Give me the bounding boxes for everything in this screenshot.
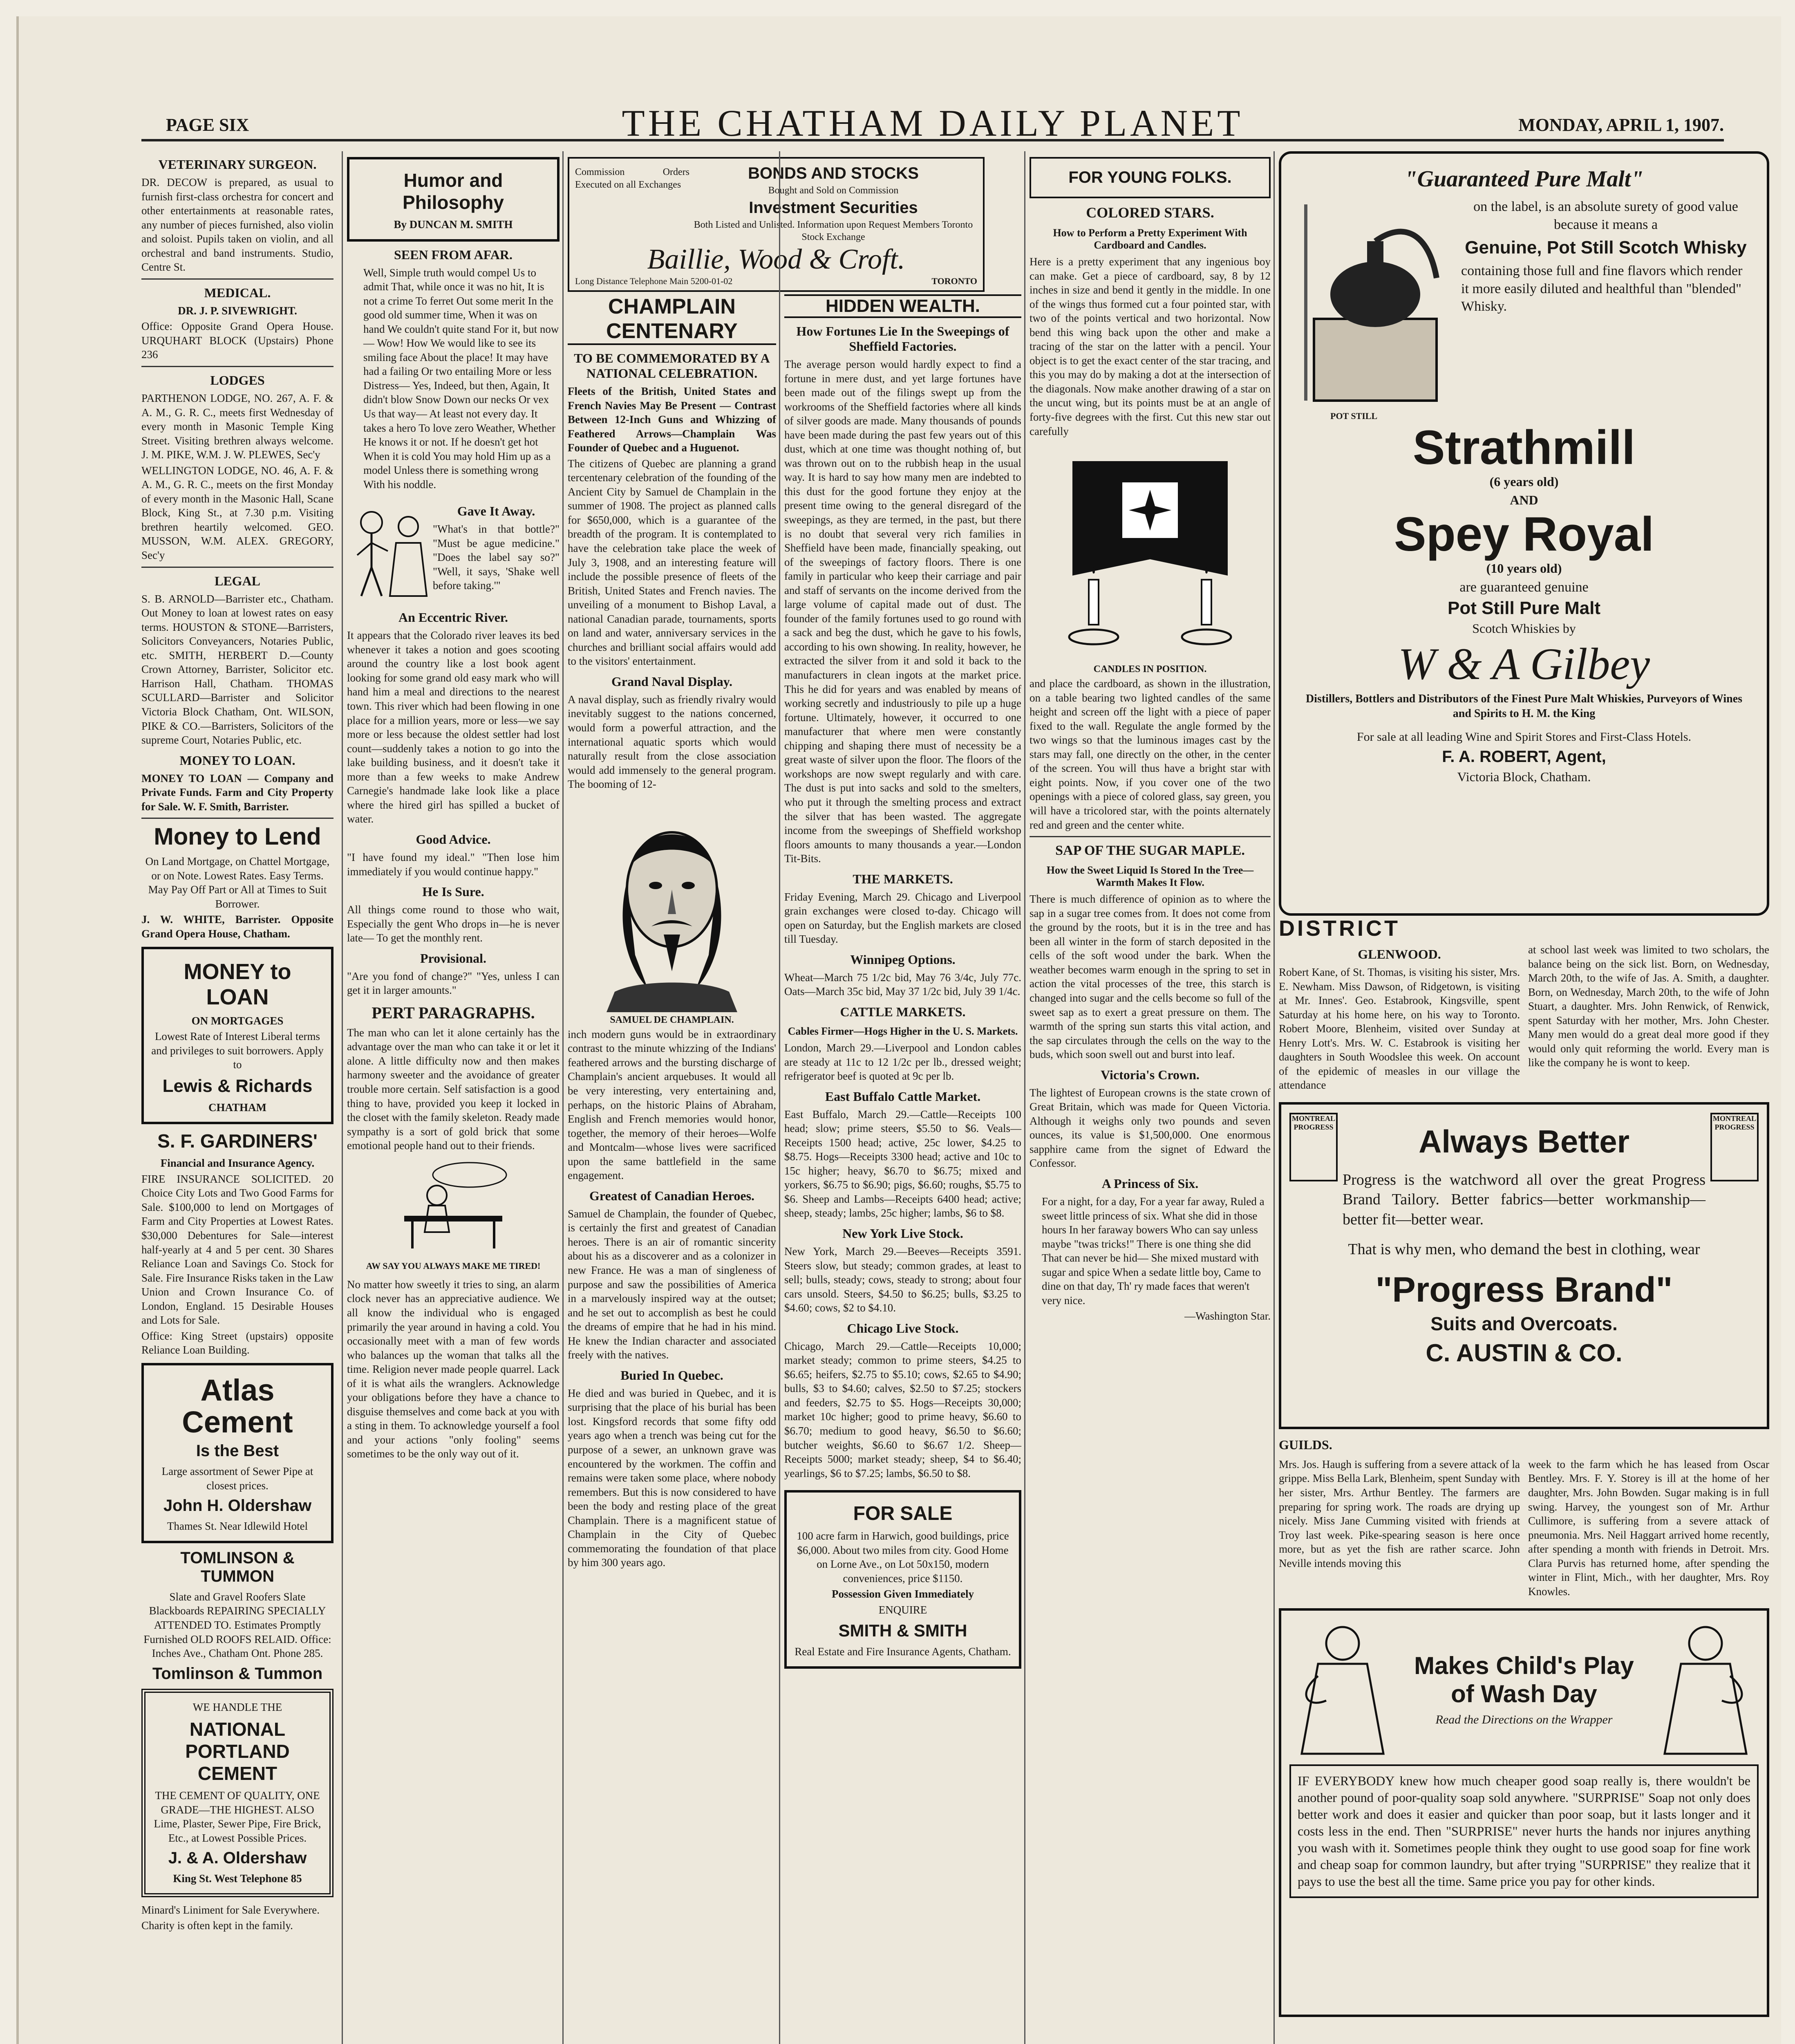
eccentric-heading: An Eccentric River.: [398, 610, 508, 625]
advice-heading: Good Advice.: [416, 831, 491, 847]
bottle-cartoon-icon: [347, 498, 429, 604]
cattle-heading: CATTLE MARKETS.: [840, 1004, 966, 1019]
champlain-body-2: inch modern guns would be in extraordinary contrast to the minute whizzing of the Indians' feathered arrows and the bursting discharge of Champlain's ancient arquebuses. It would all be very interesting, very entertaining and, perhaps, on the historic Plains of Abraham, English and French memories would honor, together, the memory of their heroes—Wolfe and Montcalm—whose lives were sacrificed upon the same battlefield in the same engagement.: [568, 1028, 776, 1182]
champlain-portrait-icon: [590, 800, 754, 1012]
legal-text: S. B. ARNOLD—Barrister etc., Chatham. Out Money to loan at lowest rates on easy terms. HOUSTON & STONE—Barristers, Solicitors Conveyancers, Notaries Public, etc. SMITH, HERBERT D.—County Crown Attorney, Barrister, Solicitor etc. Harrison Hall, Chatham. THOMAS SCULLARD—Barrister and Solicitor Victoria Block Chatham, Ont. WILSON, PIKE & CO.—Barristers, Solicitors of the supreme Court, Notaries Public, etc.: [141, 592, 333, 746]
candles-caption: CANDLES IN POSITION.: [1093, 664, 1207, 675]
naval-heading: Grand Naval Display.: [611, 674, 733, 689]
stars-text: Here is a pretty experiment that any ingenious boy can make. Get a piece of cardboard, say, 8 by 12 inches in size and bend it gently in the middle. In one of the wings thus formed cut a four pointed star, with two of the points vertical and two horizontal. Now bend this wing back upon the other and make a tracing of the star on the latter with a pencil. Your object is to get the exact center of the star tracing, and this you may do by making a dot at the intersection of the diagonals. Now make another drawing of a star on the uncut wing, but its points must be at an angle of forty-five degrees with the first. Cut this new star out carefully: [1030, 256, 1271, 437]
newspaper-page: [16, 16, 1781, 2044]
for-sale-name: SMITH & SMITH: [838, 1621, 967, 1641]
crown-heading: Victoria's Crown.: [1101, 1067, 1200, 1082]
wash-side: Read the Directions on the Wrapper: [1435, 1713, 1613, 1727]
new-york-heading: New York Live Stock.: [842, 1226, 963, 1241]
page-number: PAGE SIX: [166, 115, 249, 135]
bonds-big: Investment Securities: [749, 198, 918, 217]
pot-still-icon: [1298, 196, 1453, 409]
glenwood-heading: GLENWOOD.: [1358, 947, 1441, 961]
tomlinson-signature: Tomlinson & Tummon: [152, 1664, 323, 1683]
princess-heading: A Princess of Six.: [1101, 1176, 1199, 1191]
cartoon2-text: AW SAY YOU ALWAYS MAKE ME TIRED!: [366, 1260, 541, 1271]
agent-address: Victoria Block, Chatham.: [1457, 769, 1591, 784]
lend-text: On Land Mortgage, on Chattel Mortgage, or on Note. Lowest Rates. Easy Terms. May Pay Off Part or All at Times to Suit Borrower.: [145, 855, 330, 910]
bonds-heading: BONDS AND STOCKS: [748, 164, 919, 182]
money-text: MONEY TO LOAN — Company and Private Funds. Farm and City Property for Sale. W. F. Smith, Barrister.: [141, 772, 333, 813]
hidden-wealth-text: The average person would hardly expect to find a fortune in mere dust, and yet large fortunes have been made out of the filings swept up from the workrooms of the Sheffield factories where all kinds of silver goods are made. Many thousands of pounds have been made during the past few years out of this dust, which at one time was thought nothing of, but was thrown out on to the rubbish heap in the usual way. It is hard to say how many men are indebted to this dust for the good fortune they enjoy at the present time owing to the general disregard of the sweepings, as they are termed, in the past, but there is no doubt that several very rich families in Sheffield have been made, financially speaking, out of the sweepings of factory floors. There is one family in particular who keep their carriage and pair and staff of servants on the income derived from the large volume of capital made out of dust. The founder of the family fortunes used to go round with a sack and beg the dust, which he gave to his fowls, according to his own showing. In reality, however, he extracted the silver from it and sold it back to the manufacturers in clean ingots at the market price. This he did for years and was enabled by means of working secretly and industriously to pile up a huge fortune. Ultimately, however, it occurred to one manufacturer that where men were constantly chipping and shaping there must of necessity be a great waste of silver upon the floor. The floors of the workshops are now swept regularly and with care. The dust is put into sacks and sold to the smelters, who put it through the smelting process and extract the silver that has been wasted. The aggregate income from the sweepings of Sheffield workshop floors amounts to many thousands a year.—London Tit-Bits.: [784, 358, 1021, 865]
sure-text: All things come round to those who wait, Especially the gent Who drops in—he is never late— To get the monthly rent.: [347, 903, 560, 944]
maple-heading: SAP OF THE SUGAR MAPLE.: [1055, 843, 1245, 858]
progress-text: Progress is the watchword all over the great Progress Brand Tailory. Better fabrics—better workmanship—better fit—better wear.: [1343, 1171, 1705, 1228]
column-young-folks: [1024, 151, 1271, 2044]
bench-cartoon-icon: [392, 1159, 515, 1257]
brand-spey-royal: Spey Royal: [1394, 507, 1654, 562]
loan-ad-box: [141, 947, 333, 1125]
crown-text: The lightest of European crowns is the state crown of Great Britain, which was made for Queen Victoria. Although it weighs only two pounds and seven ounces, its value is $1,500,000. One enormous sapphire came from the signet of Edward the Confessor.: [1030, 1086, 1271, 1170]
gilbey-whisky-ad: [1279, 151, 1769, 916]
issue-date: MONDAY, APRIL 1, 1907.: [1518, 115, 1724, 135]
young-folks-heading: FOR YOUNG FOLKS.: [1068, 168, 1232, 186]
atlas-address: Thames St. Near Idlewild Hotel: [167, 1520, 308, 1533]
tomlinson-heading: TOMLINSON & TUMMON: [180, 1549, 295, 1585]
money-heading: MONEY TO LOAN.: [179, 753, 295, 768]
stars-text-2: and place the cardboard, as shown in the illustration, on a table bearing two lighted candles of the same height and screen off the light with a piece of paper fixed to the wall. Regulate the angle formed by the two wings so that the luminous images cast by the stars may fall, one directly on the other, in the center of the screen. You will thus have a bright star with eight points. Now, if you cover one of the two openings with a piece of colored glass, say green, you will have a tricolored star, with the points alternately red and green and the center white.: [1030, 677, 1271, 831]
for-sale-ad: [784, 1490, 1021, 1669]
np-text: THE CEMENT OF QUALITY, ONE GRADE—THE HIGHEST. ALSO Lime, Plaster, Sewer Pipe, Fire Brick, Etc., at Lowest Possible Prices.: [154, 1789, 321, 1844]
gardiners-office: Office: King Street (upstairs) opposite Reliance Loan Building.: [141, 1329, 333, 1356]
pert-text-2: No matter how sweetly it tries to sing, an alarm clock never has an appreciative audience. We all know the individual who is engaged primarily the year around in having a cold. You occasionally meet with a man of few words who balances up the woman that talks all the time. Religion never made people quarrel. Lack of it is what ails the wranglers. Acknowledge your obligations before they have a chance to disguise themselves and come back at you with a sting in them. To acknowledge yourself a fool and your actions "only fooling" seems sometimes to be the only way out of it.: [347, 1278, 560, 1460]
vet-text: DR. DECOW is prepared, as usual to furnish first-class orchestra for concert and other entertainments at reasonable rates, any number of pieces furnished, also violin and soloist. Pupils taken on violin, and all orchestral and band instruments. Studio, Centre St.: [141, 176, 333, 273]
humor-byline: By DUNCAN M. SMITH: [394, 218, 513, 231]
winnipeg-text: Wheat—March 75 1/2c bid, May 76 3/4c, July 77c. Oats—March 35c bid, May 37 1/2c bid, July 39 1/4c.: [784, 971, 1021, 998]
markets-text: Friday Evening, March 29. Chicago and Liverpool grain exchanges were closed to-day. Chicago will open on Saturday, but the English markets are closed till Tuesday.: [784, 890, 1021, 946]
bonds-signature: Baillie, Wood & Croft.: [647, 244, 905, 276]
national-portland-ad: [141, 1689, 333, 1897]
malt-text: on the label, is an absolute surety of good value because it means a: [1473, 199, 1738, 232]
loan-ad-sub: ON MORTGAGES: [191, 1014, 284, 1027]
eccentric-text: It appears that the Colorado river leaves its bed whenever it takes a notion and goes scooting around the country like a lost book agent looking for some grand old easy mark who will hand him a meal and directions to the nearest town. This river which had been flowing in one place for a million years, more or less—we say more or less because the oldest settler had lost count—suddenly takes a notion to go into the lake building business, and it doesn't take it more than a few weeks to make Andrew Carnegie's handmade lake look like a place where the hired girl has spilled a bucket of water.: [347, 629, 560, 825]
lend-signature: J. W. WHITE, Barrister. Opposite Grand Opera House, Chatham.: [141, 913, 333, 940]
lodges-heading: LODGES: [210, 373, 265, 388]
progress-heading: Always Better: [1419, 1123, 1629, 1159]
bonds-city: TORONTO: [931, 276, 977, 287]
progress-brand: "Progress Brand": [1375, 1270, 1673, 1310]
gilbey-signature: W & A Gilbey: [1398, 639, 1650, 689]
progress-badge-right: MONTREAL PROGRESS: [1710, 1113, 1759, 1181]
markets-heading: THE MARKETS.: [853, 871, 953, 886]
lend-heading: Money to Lend: [154, 823, 321, 850]
for-sale-text: 100 acre farm in Harwich, good buildings, price $6,000. About two miles from city. Good Home on Lorne Ave., on Lot 50x150, modern conveniences, price $1150.: [797, 1530, 1009, 1585]
malt-side: containing those full and fine flavors which render it more easily diluted and healthful than "blended" Whisky.: [1461, 263, 1743, 314]
masthead: [141, 90, 1724, 144]
glenwood-text-2: at school last week was limited to two scholars, the balance being on the sick list. Born, on Wednesday, March 20th, to the wife of Jas. A. Smith, a daughter. Born, on Wednesday, March 20th, to the wife of John Stuart, a daughter. Mrs. John Renwick, of Renwick, spent Saturday with her mother, Mrs. John Chester. Many men would do a great deal more good if they would only quit reforming the world. Every man is like the company he is wont to keep.: [1528, 944, 1769, 1069]
poem-title: SEEN FROM AFAR.: [394, 247, 513, 262]
medical-heading: MEDICAL.: [204, 285, 271, 300]
new-york-text: New York, March 29.—Beeves—Receipts 3591. Steers slow, but steady; common grades, at least to sell; bulls, steady; cows, steady to strong; about four cars unsold. Steers, $4.50 to $6.25; bulls, $3.25 to $4.60; cows, $2 to $4.10.: [784, 1245, 1021, 1314]
lodge-parthenon: PARTHENON LODGE, NO. 267, A. F. & A. M., G. R. C., meets first Wednesday of every month in Masonic Temple King Street. Visiting brethren always welcome. J. M. PIKE, W.M. J. W. PLEWES, Sec'y: [141, 392, 333, 461]
cartoon1-title: Gave It Away.: [457, 504, 535, 519]
atlas-ad: [141, 1363, 333, 1543]
column-humor: [342, 151, 560, 2044]
maple-sub: How the Sweet Liquid Is Stored In the Tree—Warmth Makes It Flow.: [1046, 864, 1254, 889]
loan-ad-text: Lowest Rate of Interest Liberal terms and privileges to suit borrowers. Apply to: [151, 1030, 324, 1071]
stars-sub: How to Perform a Pretty Experiment With Cardboard and Candles.: [1053, 227, 1247, 251]
gardiners-text: FIRE INSURANCE SOLICITED. 20 Choice City Lots and Two Good Farms for Sale. $100,000 to lend on Mortgages of Farm and City Properties at Lowest Rates. $30,000 Debentures for Sale—interest half-yearly at 4 and 5 per cent. 30 Shares Reliance Loan and Savings Co. Stock for Sale. Fire Insurance Risks taken in the Law Union and Crown Insurance Co. of London, England. 15 Desirable Houses and Lots for Sale.: [141, 1172, 333, 1327]
brand-strathmill-age: (6 years old): [1489, 474, 1559, 489]
loan-ad-city: CHATHAM: [208, 1101, 266, 1114]
malt-guaranteed: are guaranteed genuine: [1459, 580, 1589, 595]
cattle-text: London, March 29.—Liverpool and London cables are steady at 11c to 12 1/2c per lb., dressed weight; refrigerator beef is quoted at 9c per lb.: [784, 1041, 1021, 1083]
wash-heading: Makes Child's Play of Wash Day: [1414, 1652, 1634, 1708]
glenwood-text: Robert Kane, of St. Thomas, is visiting his sister, Mrs. E. Newham. Miss Dawson, of Ridgetown, is visiting at Mr. Innes'. Geo. Estabrook, Kingsville, spent Saturday at his home here, on his way to Toronto. Robert Moore, Blenheim, visited over Sunday at Henry Lott's. Mrs. W. C. Estabrook is visiting her daughters in South Woodslee this week. On account of the epidemic of measles in our village the attendance: [1279, 966, 1520, 1091]
malt-by: Scotch Whiskies by: [1472, 621, 1576, 636]
legal-heading: LEGAL: [214, 573, 261, 588]
champlain-heading: CHAMPLAIN CENTENARY: [568, 294, 776, 345]
for-sale-heading: FOR SALE: [853, 1503, 953, 1525]
east-buffalo-text: East Buffalo, March 29.—Cattle—Receipts 100 head; slow; prime steers, $5.50 to $6. Veals—Receipts 1500 head; active, 25c lower, $4.25 to $8.75. Hogs—Receipts 3300 head; active and 10c to 15c higher; heavy, $6.70 to $6.75; mixed and yorkers, $6.75 to $6.90; pigs, $6.60; roughs, $5.75 to $6. Sheep and Lambs—Receipts 6400 head; active; sheep, steady; lambs, 25c higher; lambs, $6 to $8.: [784, 1108, 1021, 1219]
progress-badge-left: MONTREAL PROGRESS: [1289, 1113, 1338, 1181]
buried-text: He died and was buried in Quebec, and it is surprising that the place of his burial has been lost. Kingsford records that some fifty odd years ago when a trench was being cut for the purpose of a sewer, an unknown grave was encountered by the workmen. The coffin and remains were taken some place, where nobody remembers. But this is now considered to have been the body and resting place of the great Champlain. There is a magnificent statue of Champlain in the City of Quebec commemorating the foundation of that place by him 300 years ago.: [568, 1387, 776, 1569]
column-markets: [779, 151, 1021, 2044]
provisional-text: "Are you fond of change?" "Yes, unless I can get it in larger amounts.": [347, 970, 560, 997]
wash-text: IF EVERYBODY knew how much cheaper good soap really is, there wouldn't be another pound of poor-quality soap sold anywhere. "SURPRISE" Soap not only does better work and does it easier and quicker than poor soap, but it lasts longer and it costs less in the end. Then "SURPRISE" never hurts the hands nor injures anything you wash with it. Sometimes people think they ought to use good soap for fine work and cheap soap for common laundry, but after trying "SURPRISE" they realize that it pays to use the best all the time. Same price you pay for other kinds.: [1289, 1764, 1759, 1898]
champlain-deck: TO BE COMMEMORATED BY A NATIONAL CELEBRATION.: [574, 351, 770, 381]
hidden-wealth-sub: How Fortunes Lie In the Sweepings of Sheffield Factories.: [796, 324, 1009, 354]
medical-name: DR. J. P. SIVEWRIGHT.: [178, 304, 297, 317]
champlain-summary: Fleets of the British, United States and French Navies May Be Present — Contrast Between 12-Inch Guns and Whizzing of Feathered Arrows—Champlain Was Founder of Quebec and a Huguenot.: [568, 385, 776, 454]
winnipeg-heading: Winnipeg Options.: [850, 952, 956, 967]
humor-heading: Humor and Philosophy: [403, 170, 504, 213]
for-sale-signature: Real Estate and Fire Insurance Agents, Chatham.: [795, 1645, 1011, 1658]
for-sale-enquire: ENQUIRE: [878, 1603, 927, 1616]
pert-text: The man who can let it alone certainly has the advantage over the man who can take it or let it alone. A little difficulty now and then makes harmony sweeter and the avoidance of greater trouble more certain. Self satisfaction is a good thing to have, provided you keep it locked in the closet with the family skeleton. Ready made sympathy is a sort of gold brick that some emotional people hand out to their friends.: [347, 1026, 560, 1152]
agent-name: F. A. ROBERT, Agent,: [1442, 747, 1606, 766]
minard-notice: Minard's Liniment for Sale Everywhere.: [141, 1903, 320, 1916]
np-heading: NATIONAL PORTLAND CEMENT: [185, 1719, 290, 1784]
guilds-heading: GUILDS.: [1279, 1437, 1332, 1452]
np-address: King St. West Telephone 85: [173, 1872, 302, 1885]
medical-text: Office: Opposite Grand Opera House. URQUHART BLOCK (Upstairs) Phone 236: [141, 320, 333, 361]
atlas-sub: Is the Best: [196, 1442, 279, 1460]
princess-signature: —Washington Star.: [1184, 1310, 1271, 1322]
np-name: J. & A. Oldershaw: [168, 1849, 307, 1867]
column-ads-district: [1274, 151, 1769, 2044]
provisional-heading: Provisional.: [420, 950, 487, 966]
forsale-text: For sale at all leading Wine and Spirit Stores and First-Class Hotels.: [1356, 730, 1692, 744]
heroes-text: Samuel de Champlain, the founder of Quebec, is certainly the first and greatest of Canadian heroes. There is an air of romantic sincerity about his as a discoverer and as a colonizer in new France. He was a man of singleness of purpose and saw the possibilities of America in a marvelously inspired way at the outset; and he set out to accomplish as best he could the dreams of empire that he had in his mind. He knew the Indian character and associated freely with the natives.: [568, 1207, 776, 1361]
commission-text: Commission Orders Executed on all Exchanges: [575, 167, 689, 190]
brand-strathmill: Strathmill: [1412, 421, 1636, 475]
bonds-text: Both Listed and Unlisted. Information upon Request Members Toronto Stock Exchange: [694, 219, 973, 243]
distillers-text: Distillers, Bottlers and Distributors of the Finest Pure Malt Whiskies, Purveyors of Wines and Spirits to H. M. the King: [1305, 693, 1743, 720]
pert-heading: PERT PARAGRAPHS.: [372, 1003, 535, 1022]
gardiners-heading: S. F. GARDINERS': [157, 1130, 318, 1152]
humor-header-box: [347, 157, 560, 242]
malt-pot: Pot Still Pure Malt: [1447, 598, 1601, 618]
guilds-text-2: week to the farm which he has leased from Oscar Bentley. Mrs. F. Y. Storey is ill at the home of her daughter, Mrs. John Bowden. Sugar making is in full swing. Harvey, the youngest son of Mr. Arthur Cullimore, is suffering from a severe attack of pneumonia. Mrs. Neil Haggart arrived home recently, after spending a month with friends in Detroit. Mrs. Clara Purvis has returned home, after spending the winter in Flint, Mich., with her daughter, Mrs. Roy Knowles.: [1528, 1458, 1769, 1598]
gardiners-sub: Financial and Insurance Agency.: [160, 1157, 315, 1170]
progress-text-2: That is why men, who demand the best in clothing, wear: [1348, 1240, 1700, 1258]
newspaper-title: THE CHATHAM DAILY PLANET: [622, 102, 1244, 144]
poem-text: Well, Simple truth would compel Us to admit That, while once it was no hit, It is not a crime To ferret Out some merit In the good old summer time, When it was on hand We couldn't quite stand For it, but now— Wow! How We would like to see its smiling face About the place! It may have had a failing Or two entailing More or less Distress— Yes, Indeed, but then, Again, It didn't blow Snow Down our necks Or vex Us that way— At least not every day. It takes a hero To love zero Weather, Whether He knows it or not. If he doesn't get hot When it is cold You may hold Him up as a model Unless there is something wrong With his noddle.: [363, 266, 559, 491]
pot-still-label: POT STILL: [1330, 411, 1378, 421]
column-classifieds: [141, 151, 333, 2044]
malt-genuine: Genuine, Pot Still Scotch Whisky: [1465, 238, 1747, 258]
advice-text: "I have found my ideal." "Then lose him immediately if you would continue happy.": [347, 851, 560, 878]
tomlinson-text: Slate and Gravel Roofers Slate Blackboards REPAIRING SPECIALLY ATTENDED TO. Estimates Promptly Furnished OLD ROOFS RELAID. Office: Inches Ave., Chatham Ont. Phone 285.: [143, 1590, 331, 1660]
princess-text: For a night, for a day, For a year far away, Ruled a sweet little princess of six. What she did in those hours In her faraway bowers Who can say unless maybe "twas tricks!" There is one thing she did That can never be hid— She mixed mustard with sugar and spice When a sedate little boy, Came to dine on that day, Th' ry made faces that weren't very nice.: [1042, 1195, 1265, 1307]
bonds-sub: Bought and Sold on Commission: [768, 185, 899, 196]
chicago-heading: Chicago Live Stock.: [847, 1320, 959, 1336]
loan-ad-name: Lewis & Richards: [162, 1076, 313, 1096]
np-top: WE HANDLE THE: [192, 1701, 282, 1713]
east-buffalo-heading: East Buffalo Cattle Market.: [825, 1089, 981, 1104]
progress-seller: C. AUSTIN & CO.: [1426, 1339, 1623, 1367]
cartoon1-text: "What's in that bottle?" "Must be ague medicine." "Does the label say so?" "Well, it says, 'Shake well before taking.'": [433, 523, 560, 592]
progress-suits: Suits and Overcoats.: [1430, 1313, 1618, 1334]
vet-heading: VETERINARY SURGEON.: [158, 157, 317, 172]
sure-heading: He Is Sure.: [422, 884, 484, 899]
for-sale-possession: Possession Given Immediately: [832, 1588, 974, 1600]
champlain-body-1: The citizens of Quebec are planning a grand tercentenary celebration of the founding of the Ancient City by Samuel de Champlain in the summer of 1908. The project as planned calls for $650,000, which is a guarantee of the breadth of the program. It is contemplated to have the celebration take place the week of July 3, 1908, and an interesting feature will include the possible presence of fleets of the British, United States and French navies. The unveiling of a monument to Bishop Laval, a national Canadian parade, tournaments, sports on land and water, anniversary services in the churches and brilliant social affairs would add to the visitors' entertainment.: [568, 457, 776, 668]
bonds-phone: Long Distance Telephone Main 5200-01-02: [575, 276, 733, 287]
guilds-text: Mrs. Jos. Haugh is suffering from a severe attack of la grippe. Miss Bella Lark, Blenheim, spent Sunday with her sister, Mrs. Arthur Bentley. The farmers are preparing for spring work. The roads are drying up nicely. Miss Jane Cumming visited with friends at Troy last week. Pike-spearing season is here once more, but as yet the fish are rather scarce. John Neville intends moving this: [1279, 1458, 1520, 1569]
naval-text: A naval display, such as friendly rivalry would inevitably suggest to the nations concerned, would form a powerful attraction, and the international aquatic sports which would naturally result from the close association would add immensely to the general program. The booming of 12-: [568, 693, 776, 791]
brand-and: AND: [1510, 493, 1538, 508]
progress-brand-ad: [1279, 1102, 1769, 1429]
loan-ad-heading: MONEY to LOAN: [184, 959, 291, 1009]
maple-text: There is much difference of opinion as to where the sap in a sugar tree comes from. It does not come from the ground by the roots, but it is in the tree and has been all winter in the form of starch deposited in the cells of the soft wood under the bark. When the weather becomes warm enough in the spring to set in action the vital processes of the tree, this starch is changed into sugar and the cells become so full of the sweet sap as to exert a great pressure on them. The warmth of the spring sun starts this vital action, and the sap circulates through the cells on the way to the buds, which soon swell out and burst into leaf.: [1030, 893, 1271, 1061]
malt-banner: "Guaranteed Pure Malt": [1404, 166, 1644, 192]
chicago-text: Chicago, March 29.—Cattle—Receipts 10,000; market steady; common to prime steers, $4.25 to $6.65; heifers, $2.75 to $5.10; cows, $2.65 to $4.90; bulls, $3 to $4.60; calves, $2.50 to $7.25; stockers and feeders, $2.75 to $5. Hogs—Receipts 30,000; market 10c higher; good to prime heavy, $6.60 to $6.70; medium to good heavy, $6.50 to $6.60; butcher weights, $6.60 to $6.67 1/2. Sheep—Receipts 5000; market steady; sheep, $4 to $6.40; yearlings, $6 to $7.25; lambs, $6.50 to $8.: [784, 1340, 1021, 1479]
cattle-sub: Cables Firmer—Hogs Higher in the U. S. Markets.: [788, 1025, 1018, 1037]
stars-heading: COLORED STARS.: [1086, 204, 1214, 221]
charity-note: Charity is often kept in the family.: [141, 1919, 293, 1932]
hidden-wealth-heading: HIDDEN WEALTH.: [784, 294, 1021, 318]
lodge-wellington: WELLINGTON LODGE, NO. 46, A. F. & A. M., G. R. C., meets on the first Monday of every month in the Masonic Hall, Scane Block, King St., at 7.30 p.m. Visiting brethren heartily welcomed. GEO. MUSSON, W.M. ALEX. GREGORY, Sec'y: [141, 464, 333, 562]
candles-illustration-icon: [1064, 445, 1236, 657]
surprise-soap-ad: [1279, 1608, 1769, 2017]
washerwoman-icon: [1289, 1619, 1396, 1758]
portrait-caption: SAMUEL DE CHAMPLAIN.: [610, 1014, 734, 1025]
atlas-text: Large assortment of Sewer Pipe at closest prices.: [161, 1465, 313, 1492]
district-heading: DISTRICT: [1279, 916, 1400, 941]
atlas-heading: Atlas Cement: [182, 1373, 293, 1439]
atlas-name: John H. Oldershaw: [163, 1497, 312, 1515]
young-folks-banner: [1030, 157, 1271, 198]
washerwoman-icon-right: [1652, 1619, 1759, 1758]
buried-heading: Buried In Quebec.: [620, 1367, 723, 1383]
heroes-heading: Greatest of Canadian Heroes.: [589, 1188, 755, 1203]
brand-spey-age: (10 years old): [1486, 561, 1562, 576]
